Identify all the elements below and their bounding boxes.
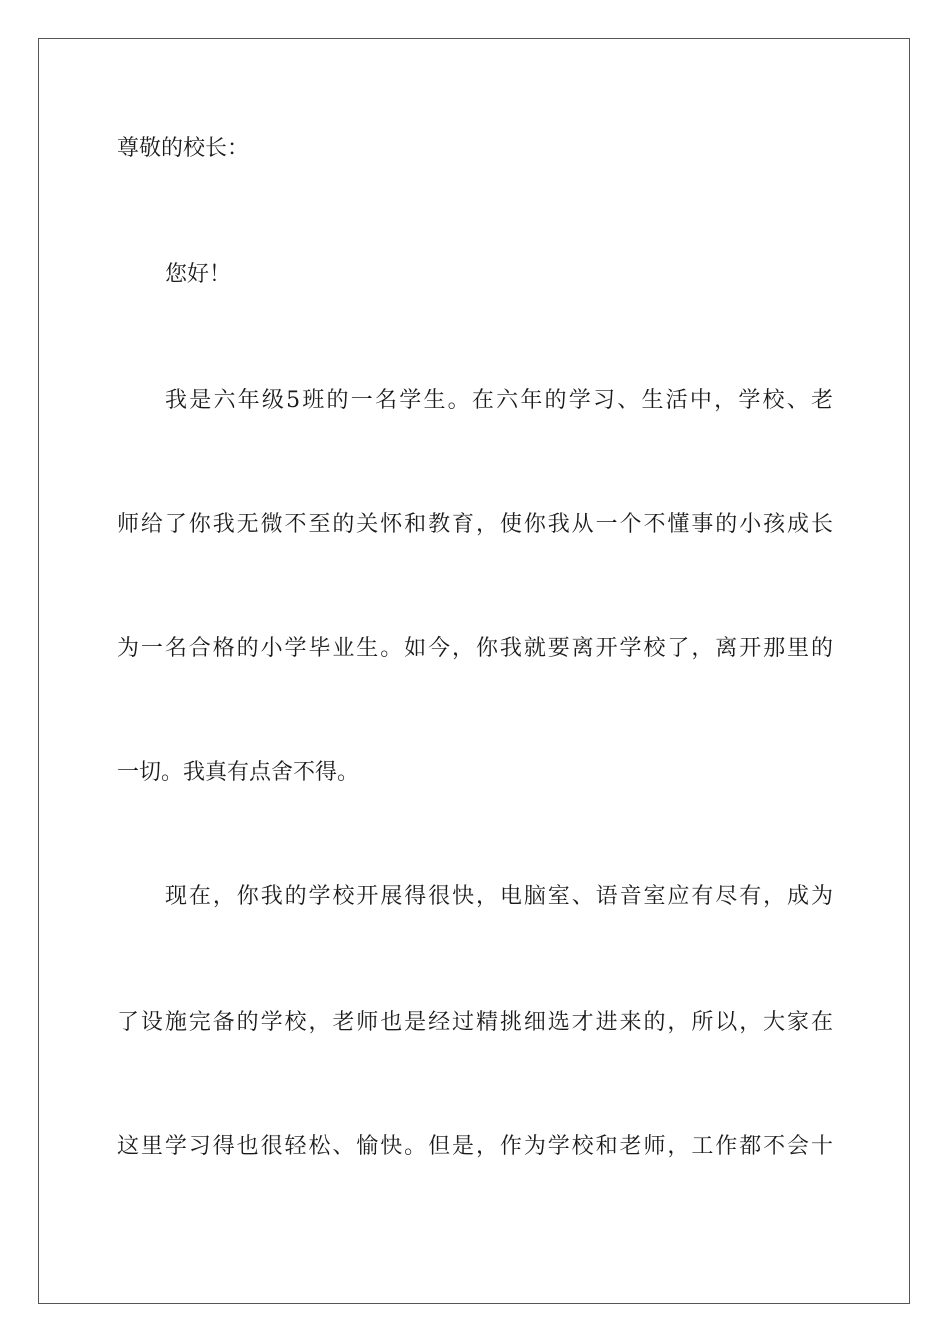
paragraph-1-line-3: 为一名合格的小学毕业生。如今，你我就要离开学校了，离开那里的: [117, 636, 833, 661]
paragraph-2-line-1: 现在，你我的学校开展得很快，电脑室、语音室应有尽有，成为: [165, 884, 833, 909]
salutation: 尊敬的校长：: [117, 136, 250, 161]
paragraph-1-line-1: 我是六年级5班的一名学生。在六年的学习、生活中，学校、老: [165, 388, 833, 413]
paragraph-2-line-2: 了设施完备的学校，老师也是经过精挑细选才进来的，所以，大家在: [117, 1010, 833, 1035]
paragraph-2-line-3: 这里学习得也很轻松、愉快。但是，作为学校和老师，工作都不会十: [117, 1134, 833, 1159]
paragraph-1-line-2: 师给了你我无微不至的关怀和教育，使你我从一个不懂事的小孩成长: [117, 512, 833, 537]
page-border: [38, 38, 910, 1304]
paragraph-1-line-4: 一切。我真有点舍不得。: [117, 760, 360, 785]
greeting: 您好！: [165, 262, 232, 287]
